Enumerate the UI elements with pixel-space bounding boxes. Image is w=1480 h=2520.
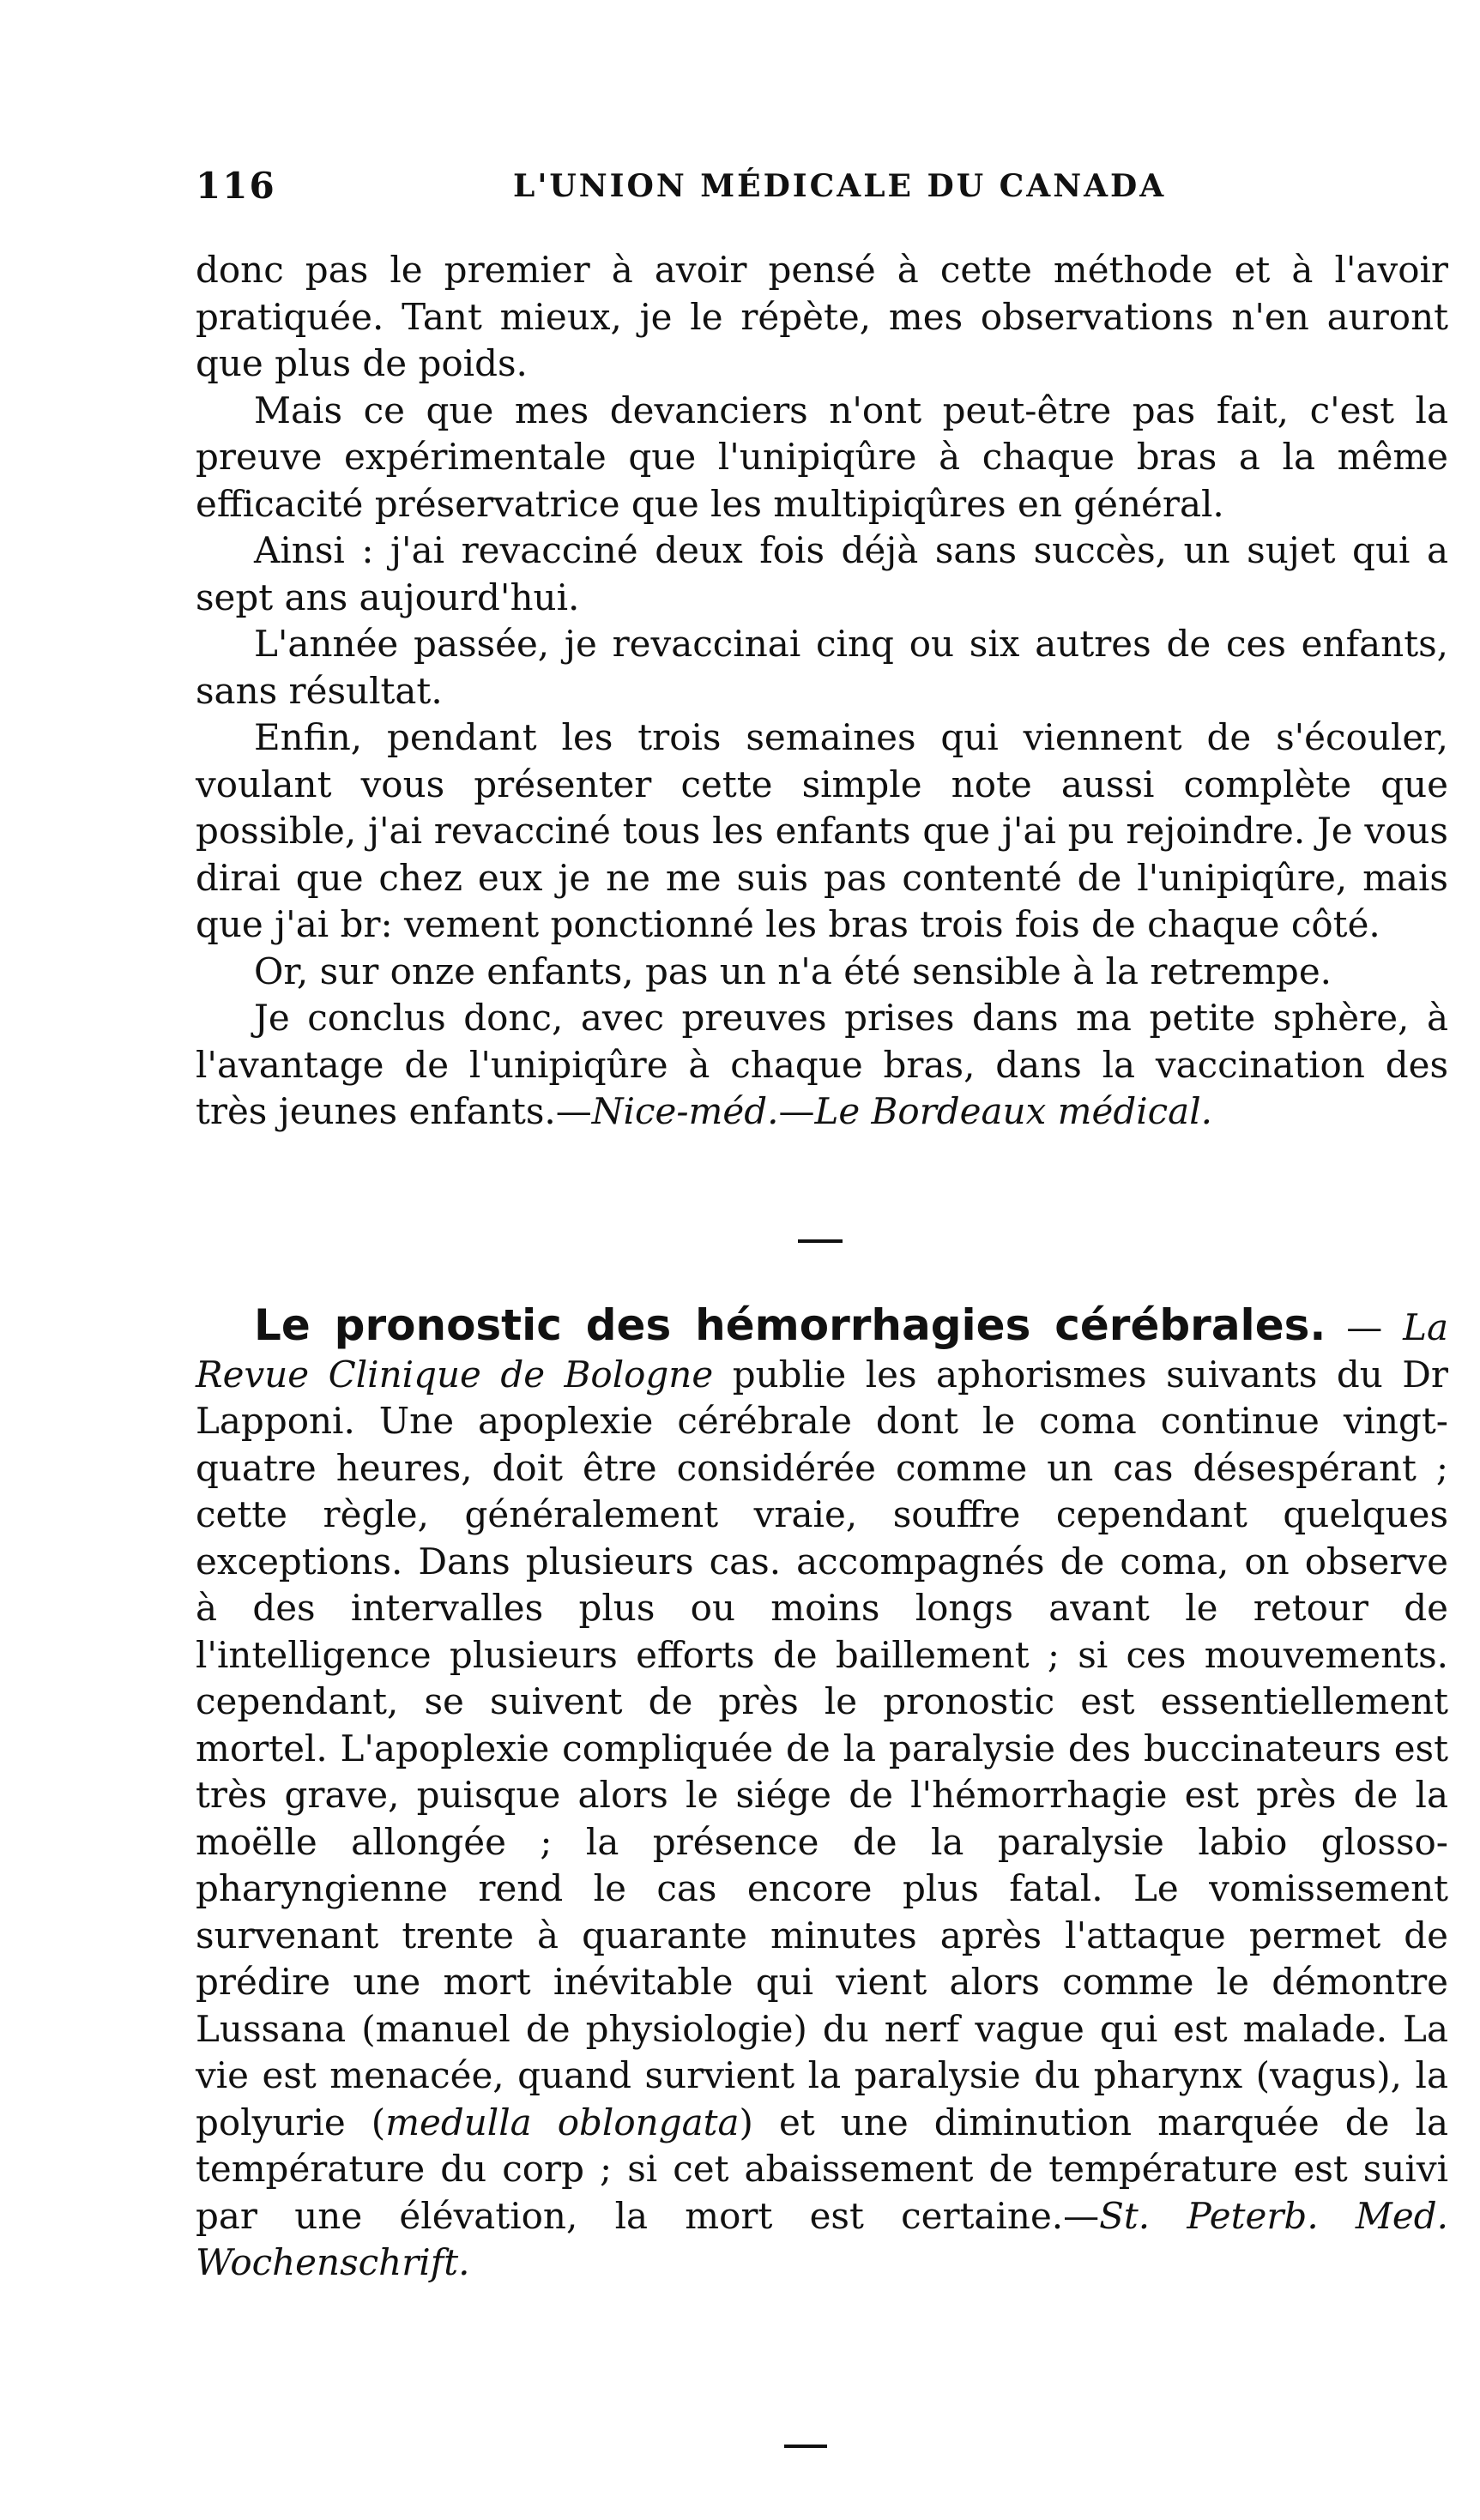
- article-text: publie les aphorismes suivants du Dr Lapponi. Une apoplexie cérébrale dont le coma continue vingt-quatre heures, doit être considérée comme un cas désespérant ; cette règle, généralement vraie, souffre cependant quelques exceptions. Dans plusieurs cas. accompagnés de coma, on observe à des intervalles plus ou moins longs avant le retour de l'intelligence plusieurs efforts de baillement ; si ces mouvements. cependant, se suivent de près le pronostic est essentiellement mortel. L'apoplexie compliquée de la paralysie des buccinateurs est très grave, puisque alors le siége de l'hémorrhagie est près de la moëlle allongée ; la présence de la paralysie labio glosso-pharyngienne rend le cas encore plus fatal. Le vomissement survenant trente à quarante minutes après l'attaque permet de prédire une mort inévitable qui vient alors comme le démontre Lussana (manuel de physiologie) du nerf vague qui est malade. La vie est menacée, quand survient la paralysie du pharynx (vagus), la polyurie (: [196, 1353, 1448, 2143]
- paragraph: Enfin, pendant les trois semaines qui viennent de s'écouler, voulant vous présenter cette simple note aussi complète que possible, j'ai revacciné tous les enfants que j'ai pu rejoindre. Je vous dirai que chez eux je ne me suis pas contenté de l'unipiqûre, mais que j'ai br: vement ponctionné les bras trois fois de chaque côté.: [196, 716, 1448, 945]
- article-vaccination: [196, 247, 1448, 1136]
- paragraph: L'année passée, je revaccinai cinq ou six autres de ces enfants, sans résultat.: [196, 623, 1448, 712]
- section-divider: [784, 2445, 827, 2448]
- journal-title: L'UNION MÉDICALE DU CANADA: [513, 168, 1167, 204]
- title-dash: —: [1326, 1306, 1404, 1348]
- paragraph: Ainsi : j'ai revacciné deux fois déjà sans succès, un sujet qui a sept ans aujourd'hui.: [196, 529, 1448, 618]
- paragraph-conclusion: [196, 995, 1448, 1136]
- source-citation: Nice-méd.: [591, 1090, 779, 1132]
- conclusion-text: Je conclus donc, avec preuves prises dans ma petite sphère, à l'avantage de l'unipiqûre à chaque bras, dans la vaccination des très jeunes enfants.—: [196, 997, 1448, 1132]
- paragraph: donc pas le premier à avoir pensé à cette méthode et à l'avoir pratiquée. Tant mieux, je le répète, mes observations n'en auront que plus de poids.: [196, 249, 1448, 384]
- journal-name: Revue Clinique de Bologne: [196, 1353, 714, 1396]
- paragraph: Or, sur onze enfants, pas un n'a été sensible à la retrempe.: [254, 950, 1332, 992]
- paragraph: Mais ce que mes devanciers n'ont peut-être pas fait, c'est la preuve expérimentale que l'unipiqûre à chaque bras a la même efficacité préservatrice que les multipiqûres en général.: [196, 389, 1448, 525]
- latin-term: medulla oblongata: [385, 2101, 740, 2143]
- citation-separator: —: [778, 1090, 815, 1132]
- source-citation: Le Bordeaux médical.: [814, 1090, 1212, 1132]
- source-citation: St. Peterb. Med. Wochenschrift.: [196, 2194, 1448, 2283]
- section-divider: [798, 1239, 843, 1243]
- article-title: Le pronostic des hémorrhagies cérébrales.: [254, 1300, 1326, 1350]
- article-text-end: ) et une diminution marquée de la température du corp ; si cet abaissement de température est suivi par une élévation, la mort est certaine.—: [196, 2101, 1448, 2237]
- running-head: [196, 165, 1448, 216]
- lead-word: La: [1403, 1306, 1449, 1348]
- article-hemorrhage: [196, 1302, 1448, 2287]
- paragraph: [196, 1302, 1448, 2287]
- page-number: 116: [196, 165, 276, 207]
